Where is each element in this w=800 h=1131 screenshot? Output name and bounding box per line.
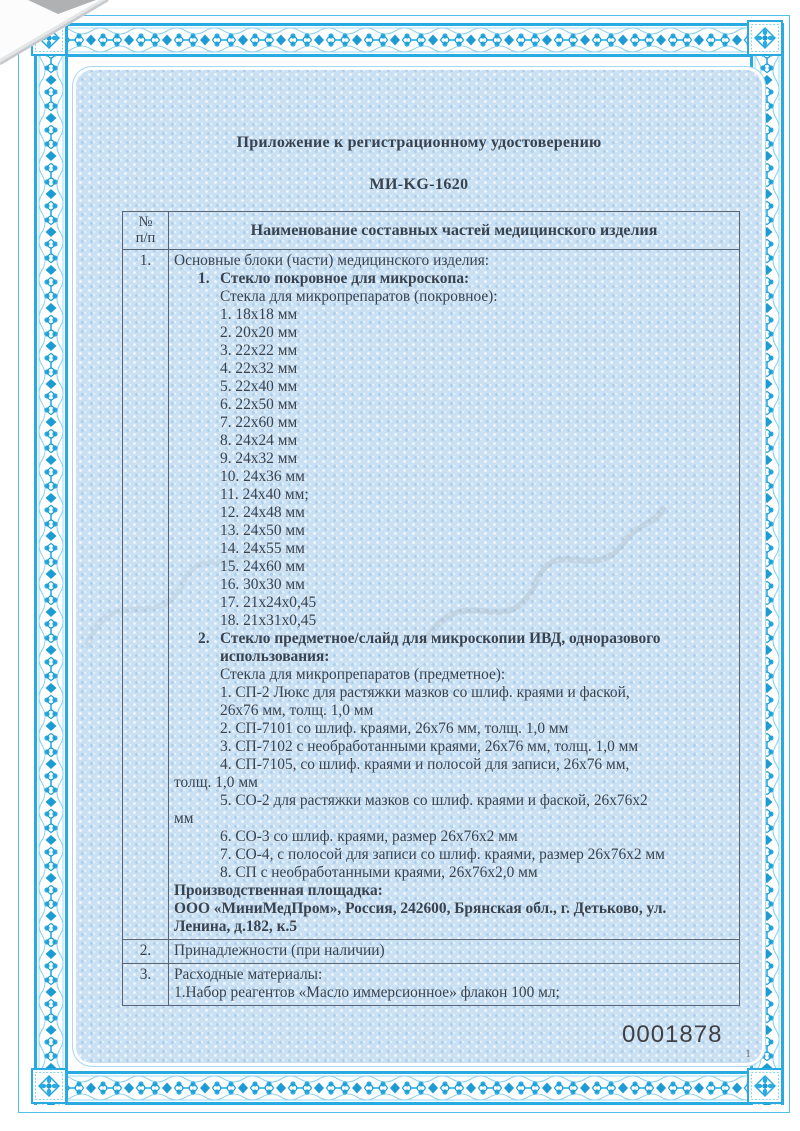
- text-line: [174, 468, 737, 486]
- ornament-border-bottom: [34, 1071, 784, 1105]
- row-number: 1.: [123, 250, 169, 939]
- line-text: 11. 24х40 мм;: [220, 486, 309, 503]
- line-text: 5. 22х40 мм: [220, 378, 298, 395]
- line-text: Ленина, д.182, к.5: [174, 918, 298, 935]
- line-text: 1. СП-2 Люкс для растяжки мазков со шлиф. краями и фаской,: [220, 684, 630, 701]
- corner-ornament-icon: [747, 20, 783, 56]
- line-text: ООО «МиниМедПром», Россия, 242600, Брянская обл., г. Детьково, ул.: [174, 900, 667, 917]
- line-text: 18. 21х31х0,45: [220, 612, 317, 629]
- table-row: [123, 939, 739, 963]
- column-header-name: Наименование составных частей медицинского изделия: [250, 221, 658, 239]
- corner-ornament-icon: [31, 1068, 67, 1104]
- text-line: [174, 810, 737, 828]
- line-text: 1. 18х18 мм: [220, 306, 298, 323]
- line-text: Стекло покровное для микроскопа:: [220, 270, 470, 287]
- row-content: [169, 964, 739, 1005]
- line-text: 9. 24х32 мм: [220, 450, 298, 467]
- column-header-index-line2: п/п: [135, 230, 156, 246]
- document-panel: [76, 70, 762, 1063]
- column-header-index: [123, 212, 169, 249]
- line-text: 3. СП-7102 с необработанными краями, 26х76 мм, толщ. 1,0 мм: [220, 738, 639, 755]
- line-text: Принадлежности (при наличии): [174, 942, 385, 959]
- line-text: использования:: [220, 648, 330, 665]
- text-line: [174, 756, 737, 774]
- text-line: [174, 720, 737, 738]
- text-line: [174, 612, 737, 630]
- text-line: [174, 882, 737, 900]
- text-line: [174, 432, 737, 450]
- row-number: 2.: [123, 940, 169, 963]
- line-text: Стекла для микропрепаратов (предметное):: [220, 666, 506, 683]
- text-line: [174, 900, 737, 918]
- line-text: 2. 20х20 мм: [220, 324, 298, 341]
- text-line: [174, 342, 737, 360]
- line-text: 7. СО-4, с полосой для записи со шлиф. краями, размер 26х76х2 мм: [220, 846, 665, 863]
- text-line: [174, 648, 737, 666]
- table-header-row: [123, 212, 739, 250]
- text-line: [174, 396, 737, 414]
- line-text: 1.Набор реагентов «Масло иммерсионное» флакон 100 мл;: [174, 984, 560, 1001]
- row-content: [169, 250, 739, 939]
- line-text: 15. 24х60 мм: [220, 558, 305, 575]
- text-line: [174, 306, 737, 324]
- text-line: [174, 558, 737, 576]
- line-text: Основные блоки (части) медицинского изделия:: [174, 252, 490, 269]
- text-line: [174, 288, 737, 306]
- line-text: Стекла для микропрепаратов (покровное):: [220, 288, 498, 305]
- line-text: 17. 21х24х0,45: [220, 594, 317, 611]
- line-text: Производственная площадка:: [174, 882, 383, 899]
- line-text: толщ. 1,0 мм: [174, 774, 258, 791]
- table-row: [123, 250, 739, 939]
- line-text: 13. 24х50 мм: [220, 522, 305, 539]
- text-line: [174, 666, 737, 684]
- column-header-index-line1: №: [138, 214, 153, 230]
- line-text: 12. 24х48 мм: [220, 504, 305, 521]
- text-line: [174, 846, 737, 864]
- ornament-border-top: [34, 23, 784, 57]
- line-text: 16. 30х30 мм: [220, 576, 305, 593]
- text-line: [174, 774, 737, 792]
- text-line: [174, 984, 737, 1002]
- line-text: 8. СП с необработанными краями, 26х76х2,0 мм: [220, 864, 538, 881]
- text-line: [174, 630, 737, 648]
- list-number: 1.: [198, 270, 210, 287]
- line-text: Расходные материалы:: [174, 966, 323, 983]
- text-line: [174, 360, 737, 378]
- text-line: [174, 918, 737, 936]
- line-text: 6. СО-3 со шлиф. краями, размер 26х76х2 мм: [220, 828, 518, 845]
- row-number: 3.: [123, 964, 169, 1005]
- line-text: мм: [174, 810, 194, 827]
- line-text: 14. 24х55 мм: [220, 540, 305, 557]
- text-line: [174, 684, 737, 702]
- text-line: [174, 864, 737, 882]
- text-line: [174, 540, 737, 558]
- document-title: Приложение к регистрационному удостоверению: [236, 134, 602, 151]
- text-line: [174, 966, 737, 984]
- text-line: [174, 378, 737, 396]
- text-line: [174, 522, 737, 540]
- serial-number: 0001878: [622, 1021, 723, 1048]
- row-content: [169, 940, 739, 963]
- text-line: [174, 450, 737, 468]
- line-text: 5. СО-2 для растяжки мазков со шлиф. краями и фаской, 26х76х2: [220, 792, 648, 809]
- text-line: [174, 414, 737, 432]
- text-line: [174, 324, 737, 342]
- text-line: [174, 738, 737, 756]
- text-line: [174, 576, 737, 594]
- components-table: [122, 211, 740, 1006]
- corner-ornament-icon: [747, 1068, 783, 1104]
- text-line: [174, 792, 737, 810]
- line-text: 6. 22х50 мм: [220, 396, 298, 413]
- list-number: 2.: [198, 630, 210, 647]
- text-line: [174, 702, 737, 720]
- text-line: [174, 828, 737, 846]
- line-text: 7. 22х60 мм: [220, 414, 298, 431]
- line-text: 3. 22х22 мм: [220, 342, 298, 359]
- line-text: 2. СП-7101 со шлиф. краями, 26х76 мм, толщ. 1,0 мм: [220, 720, 569, 737]
- text-line: [174, 504, 737, 522]
- scan-artifact-mark: 1: [745, 1046, 751, 1060]
- text-line: [174, 270, 737, 288]
- text-line: [174, 486, 737, 504]
- line-text: 10. 24х36 мм: [220, 468, 305, 485]
- text-line: [174, 942, 737, 960]
- line-text: 4. 22х32 мм: [220, 360, 298, 377]
- text-line: [174, 252, 737, 270]
- line-text: 8. 24х24 мм: [220, 432, 298, 449]
- text-line: [174, 594, 737, 612]
- registration-number: МИ-KG-1620: [369, 176, 469, 193]
- line-text: 26х76 мм, толщ. 1,0 мм: [220, 702, 374, 719]
- line-text: 4. СП-7105, со шлиф. краями и полосой для записи, 26х76 мм,: [220, 756, 630, 773]
- table-row: [123, 963, 739, 1005]
- line-text: Стекло предметное/слайд для микроскопии ИВД, одноразового: [220, 630, 661, 647]
- table-body: [123, 250, 739, 1005]
- folded-corner: [0, 0, 120, 70]
